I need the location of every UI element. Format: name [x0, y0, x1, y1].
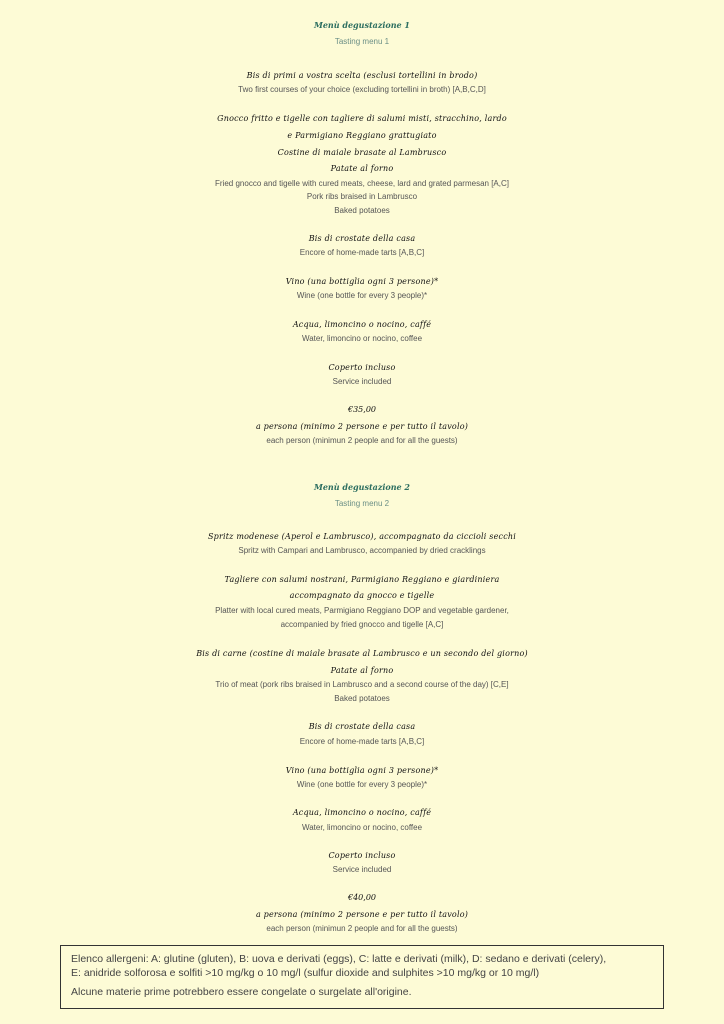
menu2-water-it: Acqua, limoncino o nocino, caffé: [292, 808, 432, 817]
menu2-course3-en-1: Trio of meat (pork ribs braised in Lambrusco and a second course of the day) [C,E]: [215, 680, 509, 689]
menu1-cover-it: Coperto incluso: [328, 363, 396, 372]
menu1-course2-it-4: Patate al forno: [330, 164, 394, 173]
menu2-wine-it: Vino (una bottiglia ogni 3 persone)*: [285, 766, 439, 775]
allergen-line-2: E: anidride solforosa e solfiti >10 mg/kg o 10 mg/l (sulfur dioxide and sulphites >10 mg/kg or 10 mg/l): [71, 967, 540, 979]
menu2-dessert-it: Bis di crostate della casa: [308, 722, 416, 731]
menu1-course1-it: Bis di primi a vostra scelta (esclusi tortellini in brodo): [246, 71, 478, 80]
menu2-subtitle: Tasting menu 2: [334, 499, 390, 508]
menu1-price: €35,00: [348, 405, 376, 414]
menu2-course1-en: Spritz with Campari and Lambrusco, accompanied by dried cracklings: [238, 546, 486, 555]
menu1-dessert-it: Bis di crostate della casa: [308, 234, 416, 243]
menu1-wine-it: Vino (una bottiglia ogni 3 persone)*: [285, 277, 439, 286]
menu2-course2-en-1: Platter with local cured meats, Parmigiano Reggiano DOP and vegetable gardener,: [215, 606, 509, 615]
allergen-note: Alcune materie prime potrebbero essere congelate o surgelate all'origine.: [71, 986, 412, 998]
menu1-per-person-en: each person (minimun 2 people and for all the guests): [266, 436, 458, 445]
menu1-title: Menù degustazione 1: [313, 20, 410, 30]
menu2-cover-en: Service included: [332, 865, 392, 874]
menu2-per-person-it: a persona (minimo 2 persone e per tutto il tavolo): [255, 910, 469, 919]
menu2-course1-it: Spritz modenese (Aperol e Lambrusco), accompagnato da ciccioli secchi: [207, 532, 517, 541]
menu1-course2-it-3: Costine di maiale brasate al Lambrusco: [277, 148, 447, 157]
menu2-wine-en: Wine (one bottle for every 3 people)*: [296, 780, 428, 789]
allergen-line-1: Elenco allergeni: A: glutine (gluten), B: uova e derivati (eggs), C: latte e derivati (milk), D: sedano e derivati (celery),: [71, 953, 607, 965]
menu2-course2-en-2: accompanied by fried gnocco and tigelle [A,C]: [280, 620, 444, 629]
menu2-course3-en-2: Baked potatoes: [334, 694, 390, 703]
menu1-course2-it-1: Gnocco fritto e tigelle con tagliere di salumi misti, stracchino, lardo: [217, 114, 507, 123]
menu1-per-person-it: a persona (minimo 2 persone e per tutto il tavolo): [255, 422, 469, 431]
menu1-course2-it-2: e Parmigiano Reggiano grattugiato: [287, 131, 437, 140]
menu2-course2-it-2: accompagnato da gnocco e tigelle: [289, 591, 435, 600]
menu1-course2-en-2: Pork ribs braised in Lambrusco: [306, 192, 418, 201]
menu1-subtitle: Tasting menu 1: [334, 37, 390, 46]
menu1-dessert-en: Encore of home-made tarts [A,B,C]: [299, 248, 425, 257]
menu1-cover-en: Service included: [332, 377, 392, 386]
menu1-water-en: Water, limoncino or nocino, coffee: [301, 334, 423, 343]
menu1-course2-en-1: Fried gnocco and tigelle with cured meats, cheese, lard and grated parmesan [A,C]: [215, 179, 509, 188]
menu2-title: Menù degustazione 2: [313, 482, 410, 492]
menu2-price: €40,00: [348, 893, 376, 902]
allergen-info-box: [60, 945, 664, 1009]
menu2-cover-it: Coperto incluso: [328, 851, 396, 860]
menu2-course3-it-1: Bis di carne (costine di maiale brasate al Lambrusco e un secondo del giorno): [196, 649, 528, 658]
menu2-per-person-en: each person (minimun 2 people and for all the guests): [266, 924, 458, 933]
menu1-water-it: Acqua, limoncino o nocino, caffé: [292, 320, 432, 329]
menu2-water-en: Water, limoncino or nocino, coffee: [301, 823, 423, 832]
menu2-course2-it-1: Tagliere con salumi nostrani, Parmigiano Reggiano e giardiniera: [224, 575, 500, 584]
menu1-course1-en: Two first courses of your choice (excluding tortellini in broth) [A,B,C,D]: [238, 85, 486, 94]
menu2-course3-it-2: Patate al forno: [330, 666, 394, 675]
menu2-dessert-en: Encore of home-made tarts [A,B,C]: [299, 737, 425, 746]
menu1-course2-en-3: Baked potatoes: [334, 206, 390, 215]
menu1-wine-en: Wine (one bottle for every 3 people)*: [296, 291, 428, 300]
